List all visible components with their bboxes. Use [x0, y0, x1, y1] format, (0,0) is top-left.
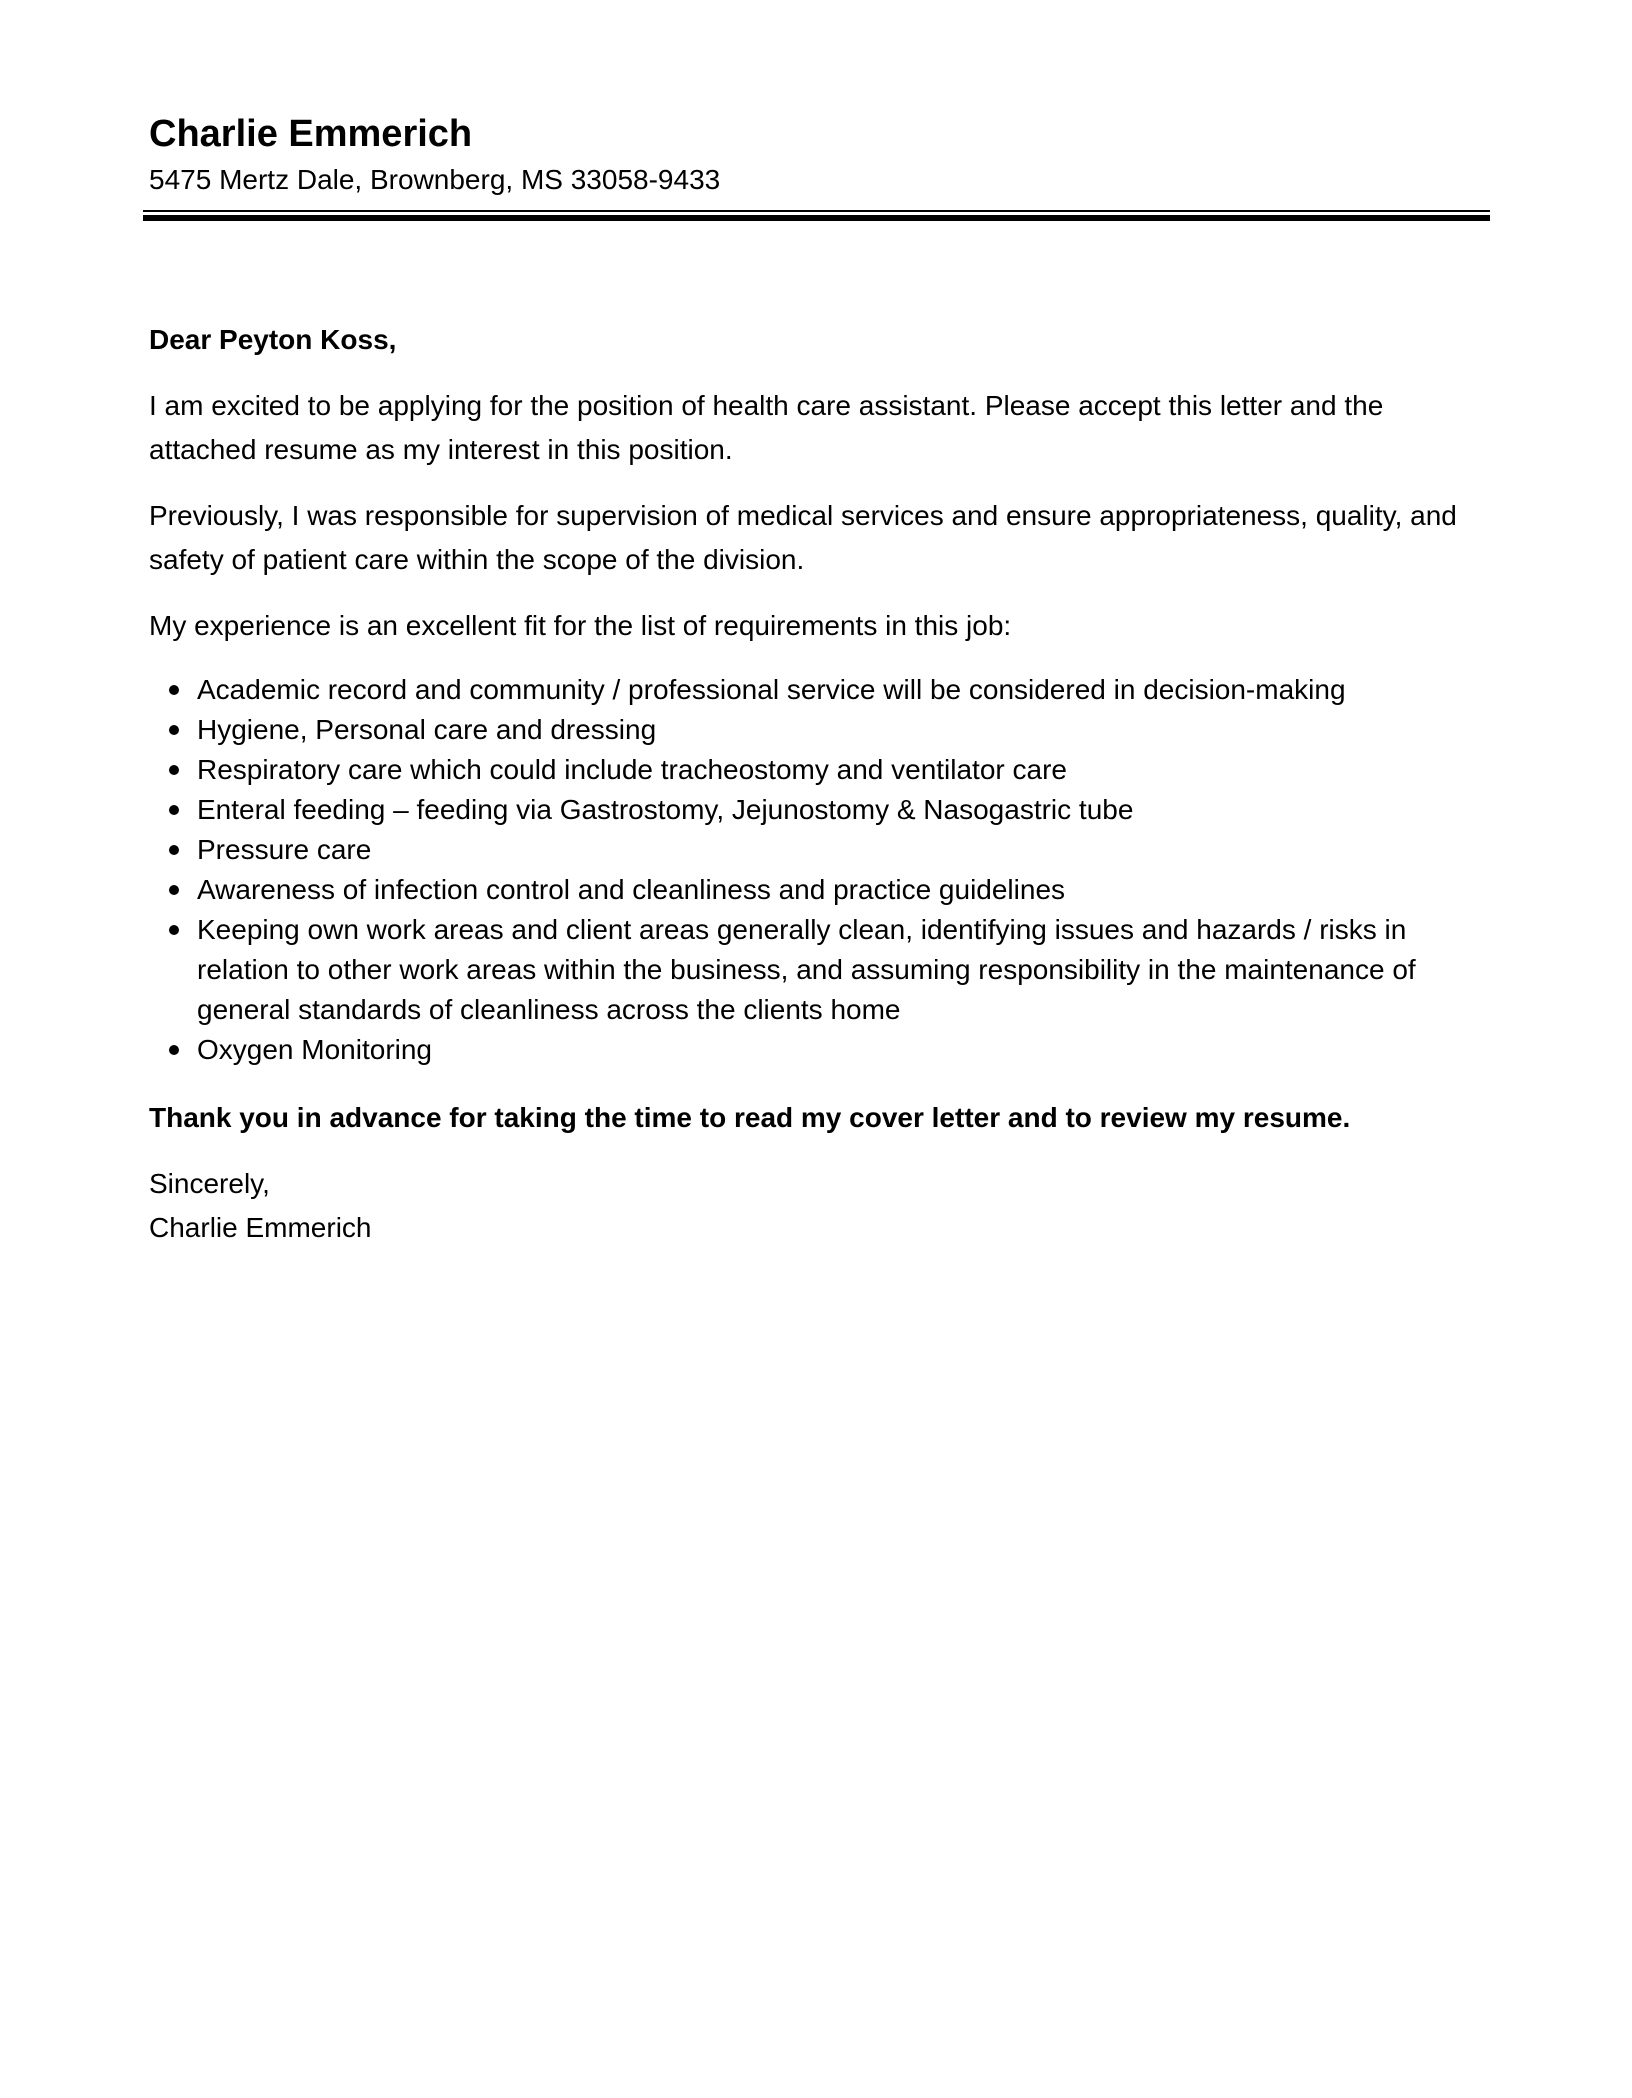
list-item	[149, 670, 1494, 710]
header-divider	[143, 210, 1490, 222]
bullet-icon	[169, 805, 179, 815]
divider-thick-line	[143, 215, 1490, 221]
bullet-icon	[169, 885, 179, 895]
list-item	[149, 750, 1494, 790]
list-item-text: Oxygen Monitoring	[197, 1034, 433, 1065]
list-item	[149, 1030, 1494, 1070]
list-item-text: Hygiene, Personal care and dressing	[197, 714, 657, 745]
bullet-icon	[169, 925, 179, 935]
list-item-text: Pressure care	[197, 834, 372, 865]
bullet-icon	[169, 845, 179, 855]
thank-you-line: Thank you in advance for taking the time to read my cover letter and to review my resume.	[149, 1102, 1351, 1133]
salutation: Dear Peyton Koss,	[149, 324, 397, 355]
sender-address: 5475 Mertz Dale, Brownberg, MS 33058-9433	[149, 164, 721, 195]
divider-thin-line	[143, 210, 1490, 212]
list-item-text: Keeping own work areas and client areas generally clean, identifying issues and hazards / risks in relation to other work areas within the business, and assuming responsibility in the maintenance of general standards of cleanliness across the clients home	[197, 914, 1416, 1025]
bullet-icon	[169, 725, 179, 735]
list-item-text: Respiratory care which could include tracheostomy and ventilator care	[197, 754, 1067, 785]
intro-paragraph: I am excited to be applying for the position of health care assistant. Please accept this letter and the attached resume as my interest in this position.	[149, 390, 1384, 465]
requirements-list	[149, 670, 1494, 1070]
list-item	[149, 910, 1494, 1030]
sender-name: Charlie Emmerich	[149, 113, 473, 155]
list-item	[149, 870, 1494, 910]
list-item-text: Academic record and community / professional service will be considered in decision-making	[197, 674, 1346, 705]
signature: Charlie Emmerich	[149, 1212, 372, 1243]
bullet-icon	[169, 765, 179, 775]
list-item-text: Enteral feeding – feeding via Gastrostomy, Jejunostomy & Nasogastric tube	[197, 794, 1134, 825]
list-item	[149, 790, 1494, 830]
letter-header	[149, 108, 1489, 200]
list-item-text: Awareness of infection control and cleanliness and practice guidelines	[197, 874, 1066, 905]
bullet-icon	[169, 1045, 179, 1055]
experience-paragraph: Previously, I was responsible for supervision of medical services and ensure appropriateness, quality, and safety of patient care within the scope of the division.	[149, 500, 1457, 575]
closing: Sincerely,	[149, 1168, 270, 1199]
bullet-icon	[169, 685, 179, 695]
list-item	[149, 830, 1494, 870]
list-item	[149, 710, 1494, 750]
letter-body	[149, 318, 1494, 1250]
requirements-intro: My experience is an excellent fit for the list of requirements in this job:	[149, 610, 1012, 641]
